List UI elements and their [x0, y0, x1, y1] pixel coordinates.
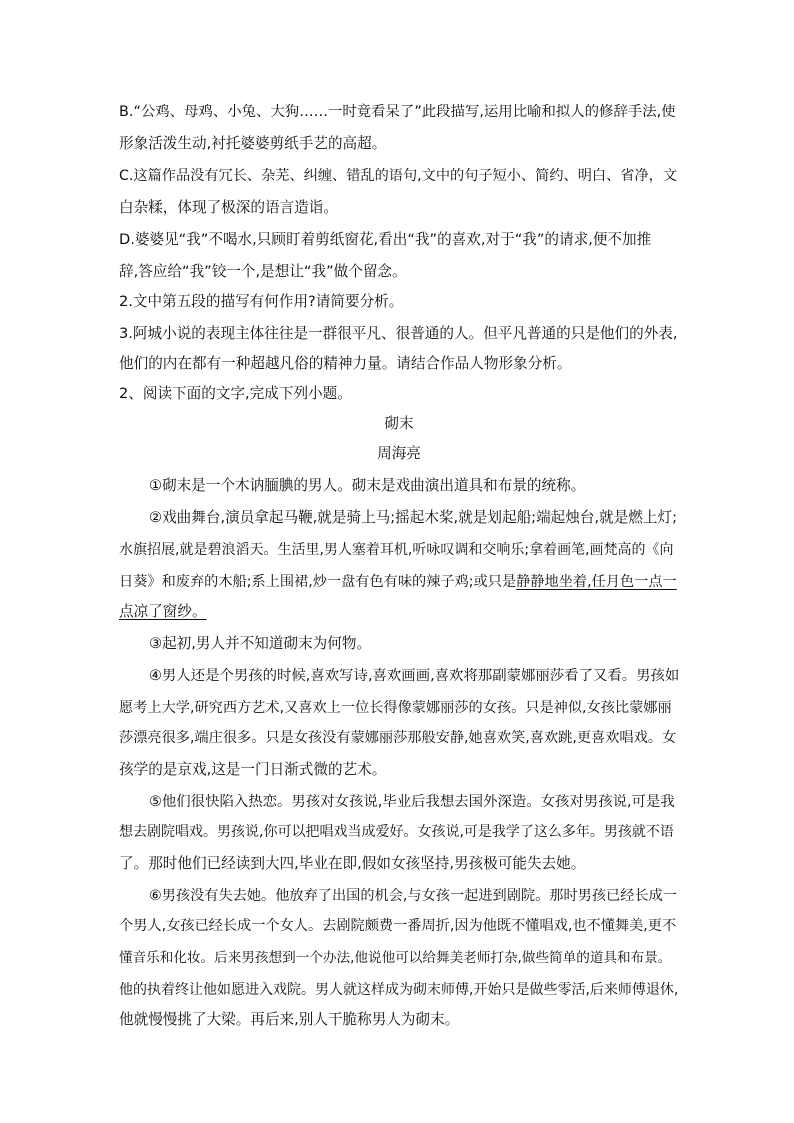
question-2: 2.文中第五段的描写有何作用?请简要分析。 — [119, 293, 404, 310]
option-c-line-1: C.这篇作品没有冗长、杂芜、纠缠、错乱的语句,文中的句子短小、简约、明白、省净，文 — [119, 168, 678, 184]
paragraph-6-line-2: 个男人,女孩已经长成一个女人。去剧院颇费一番周折,因为他既不懂唱戏,也不懂舞美,更不 — [119, 918, 677, 934]
paragraph-1: ①砌末是一个木讷腼腆的男人。砌末是戏曲演出道具和布景的统称。 — [149, 477, 586, 494]
option-c-line-2: 白杂糅，体现了极深的语言造诣。 — [119, 199, 338, 216]
article-title: 砌末 — [384, 415, 414, 432]
paragraph-5-line-2: 想去剧院唱戏。男孩说,你可以把唱戏当成爱好。女孩说,可是我学了这么多年。男孩就不语 — [119, 824, 674, 840]
paragraph-6-line-4: 他的执着终让他如愿进入戏院。男人就这样成为砌末师傅,开始只是做些零活,后来师傅退休, — [119, 982, 679, 998]
paragraph-2-line-3 — [119, 572, 677, 592]
option-b-line-1: B.“公鸡、母鸡、小兔、大狗……一时竟看呆了”此段描写,运用比喻和拟人的修辞手法,使 — [119, 104, 676, 120]
paragraph-2-line-4 — [119, 602, 207, 622]
paragraph-2-line-3-text: 日葵》和废弃的木船;系上围裙,炒一盘有色有味的辣子鸡;或只是 — [119, 574, 517, 590]
question-3-line-2: 他们的内在都有一种超越凡俗的精神力量。请结合作品人物形象分析。 — [119, 355, 572, 372]
document-page — [119, 0, 679, 1123]
paragraph-4-line-3: 莎漂亮很多,端庄很多。只是女孩没有蒙娜丽莎那般安静,她喜欢笑,喜欢跳,更喜欢唱戏。女 — [119, 730, 677, 746]
paragraph-4-line-2: 愿考上大学,研究西方艺术,又喜欢上一位长得像蒙娜丽莎的女孩。只是神似,女孩比蒙娜丽 — [119, 700, 672, 716]
question-3-line-1: 3.阿城小说的表现主体往往是一群很平凡、很普通的人。但平凡普通的只是他们的外表, — [119, 325, 678, 342]
paragraph-6-line-5: 他就慢慢挑了大梁。再后来,别人干脆称男人为砌末。 — [119, 1011, 460, 1028]
paragraph-5-line-1: ⑤他们很快陷入热恋。男孩对女孩说,毕业后我想去国外深造。女孩对男孩说,可是我 — [149, 794, 675, 810]
paragraph-3: ③起初,男人并不知道砌末为何物。 — [149, 635, 372, 652]
option-d-line-1: D.婆婆见“我”不喝水,只顾盯着剪纸窗花,看出“我”的喜欢,对于“我”的请求,便不加推 — [119, 231, 652, 248]
paragraph-4-line-1: ④男人还是个男孩的时候,喜欢写诗,喜欢画画,喜欢将那副蒙娜丽莎看了又看。男孩如 — [149, 668, 680, 684]
section-2-intro: 2、阅读下面的文字,完成下列小题。 — [119, 385, 352, 402]
underlined-sentence-end: 点凉了窗纱。 — [119, 603, 207, 620]
paragraph-2-line-2: 水旗招展,就是碧浪滔天。生活里,男人塞着耳机,听咏叹调和交响乐;拿着画笔,画梵高的《向 — [119, 542, 674, 558]
article-author: 周海亮 — [377, 445, 421, 462]
paragraph-5-line-3: 了。那时他们已经读到大四,毕业在即,假如女孩坚持,男孩极可能失去她。 — [119, 855, 586, 872]
option-b-line-2: 形象活泼生动,衬托婆婆剪纸手艺的高超。 — [119, 135, 387, 152]
paragraph-4-line-4: 孩学的是京戏,这是一门日渐式微的艺术。 — [119, 761, 387, 778]
option-d-line-2: 辞,答应给“我”铰一个,是想让“我”做个留念。 — [119, 263, 407, 280]
underlined-sentence: 静静地坐着,任月色一点一 — [516, 574, 677, 590]
paragraph-6-line-1: ⑥男孩没有失去她。他放弃了出国的机会,与女孩一起进到剧院。那时男孩已经长成一 — [149, 888, 677, 904]
paragraph-2-line-1: ②戏曲舞台,演员拿起马鞭,就是骑上马;摇起木桨,就是划起船;端起烛台,就是燃上灯; — [149, 509, 677, 526]
paragraph-6-line-3: 懂音乐和化妆。后来男孩想到一个办法,他说他可以给舞美老师打杂,做些简单的道具和布景。 — [119, 950, 672, 966]
